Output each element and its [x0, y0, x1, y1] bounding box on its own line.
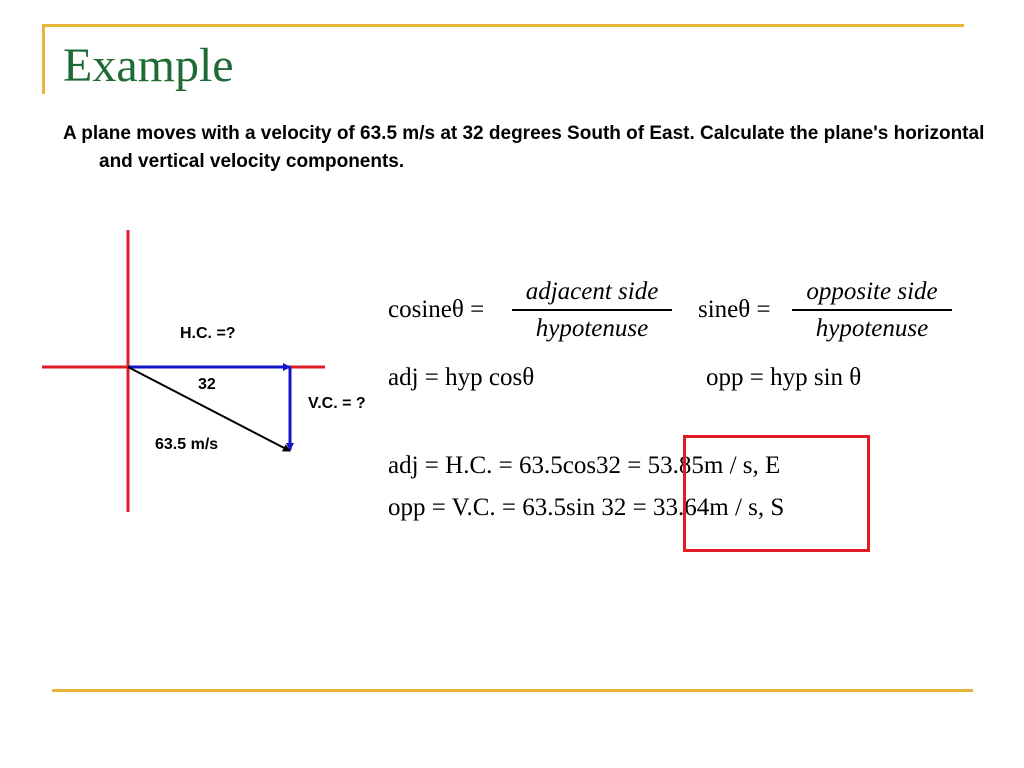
- problem-statement: A plane moves with a velocity of 63.5 m/s at 32 degrees South of East. Calculate the plane's horizontal and vertical velocity components.: [63, 123, 985, 172]
- velocity-label: 63.5 m/s: [155, 436, 219, 453]
- opp-result: opp = V.C. = 63.5sin 32 = 33.64m / s, S: [388, 494, 785, 521]
- angle-label: 32: [198, 376, 216, 393]
- sine-lhs: sineθ =: [698, 296, 771, 323]
- cosine-lhs: cosineθ =: [388, 296, 485, 323]
- cosine-denominator: hypotenuse: [535, 314, 649, 342]
- answer-highlight-box: [683, 435, 870, 552]
- cosine-fraction-bar: [512, 309, 672, 311]
- adj-result: adj = H.C. = 63.5cos32 = 53.85m / s, E: [388, 452, 781, 479]
- sine-denominator: hypotenuse: [815, 314, 929, 342]
- opp-formula: opp = hyp sin θ: [706, 364, 862, 391]
- hc-label: H.C. =?: [180, 325, 236, 342]
- vc-label: V.C. = ?: [308, 395, 366, 412]
- adj-formula: adj = hyp cosθ: [388, 364, 535, 391]
- cosine-fraction: [512, 278, 672, 343]
- sine-fraction: [792, 278, 952, 343]
- sine-numerator: opposite side: [806, 278, 938, 305]
- cosine-numerator: adjacent side: [525, 278, 659, 305]
- sine-fraction-bar: [792, 309, 952, 311]
- slide-title: Example: [63, 39, 234, 92]
